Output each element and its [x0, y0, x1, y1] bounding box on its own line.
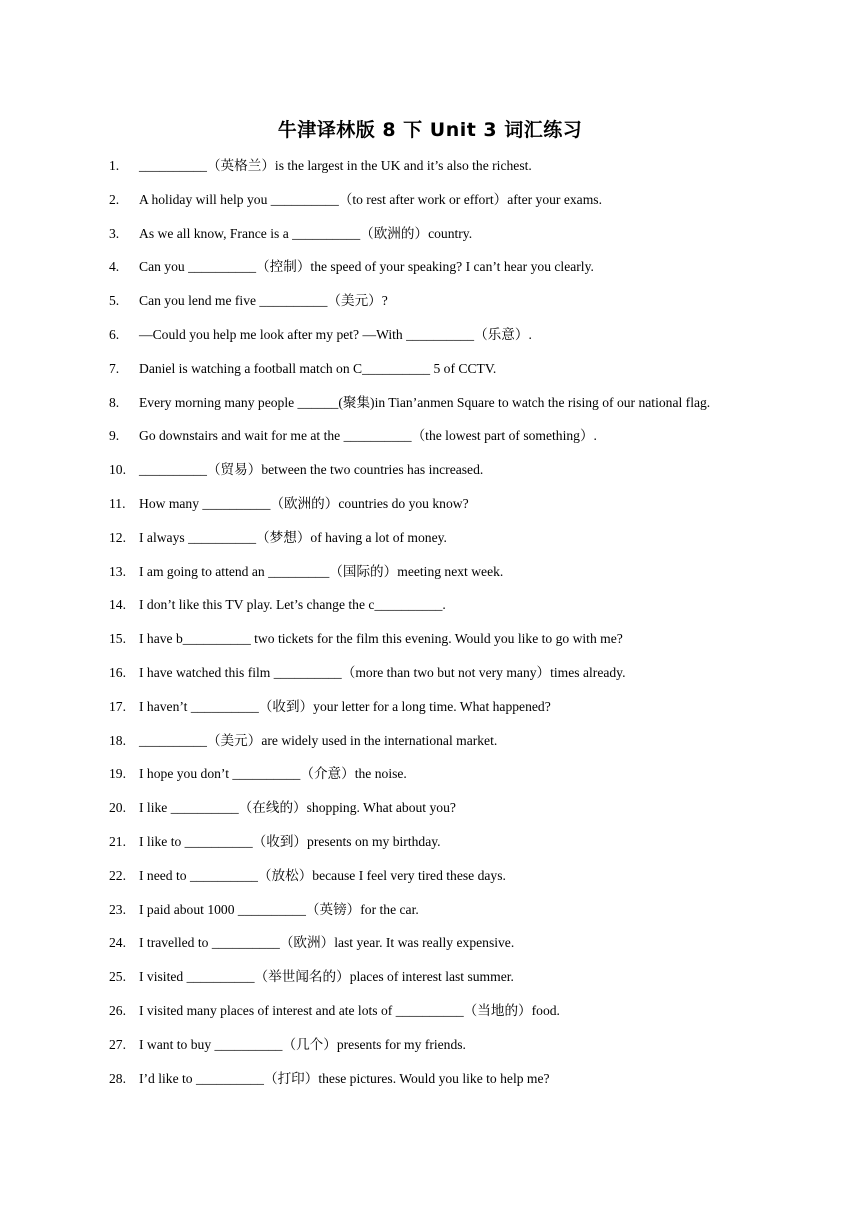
- exercise-text: —Could you help me look after my pet? —With __________（乐意）.: [139, 326, 532, 342]
- exercise-text: Can you lend me five __________（美元）?: [139, 293, 388, 309]
- exercise-number: 9.: [109, 428, 120, 444]
- exercise-item: [0, 662, 860, 696]
- exercise-number: 5.: [109, 293, 120, 309]
- exercise-text: I have watched this film __________（more than two but not very many）times already.: [139, 664, 626, 680]
- exercise-text: __________（贸易）between the two countries has increased.: [139, 462, 484, 478]
- exercise-item: [0, 324, 860, 358]
- exercise-item: [0, 831, 860, 865]
- exercise-item: [0, 223, 860, 257]
- exercise-item: [0, 696, 860, 730]
- exercise-number: 18.: [109, 732, 126, 748]
- exercise-text: Daniel is watching a football match on C__________ 5 of CCTV.: [139, 360, 497, 376]
- exercise-number: 8.: [109, 394, 120, 410]
- exercise-item: [0, 493, 860, 527]
- exercise-text: I like __________（在线的）shopping. What about you?: [139, 800, 456, 816]
- exercise-number: 11.: [109, 495, 126, 511]
- exercise-item: [0, 932, 860, 966]
- exercise-text: I don’t like this TV play. Let’s change the c__________.: [139, 597, 446, 613]
- exercise-item: [0, 763, 860, 797]
- exercise-text: __________（美元）are widely used in the international market.: [139, 732, 498, 748]
- exercise-item: [0, 730, 860, 764]
- exercise-text: A holiday will help you __________（to rest after work or effort）after your exams.: [139, 191, 602, 207]
- exercise-item: [0, 899, 860, 933]
- exercise-text: __________（英格兰）is the largest in the UK and it’s also the richest.: [139, 158, 532, 173]
- exercise-item: [0, 527, 860, 561]
- exercise-text: I visited __________（举世闻名的）places of interest last summer.: [139, 969, 514, 985]
- exercise-number: 23.: [109, 901, 126, 917]
- exercise-item: [0, 628, 860, 662]
- exercise-item: [0, 1000, 860, 1034]
- exercise-text: I haven’t __________（收到）your letter for a long time. What happened?: [139, 698, 551, 714]
- exercise-text: As we all know, France is a __________（欧洲的）country.: [139, 225, 473, 241]
- exercise-list: [0, 155, 860, 1101]
- exercise-text: Go downstairs and wait for me at the __________（the lowest part of something）.: [139, 428, 597, 444]
- exercise-number: 4.: [109, 259, 120, 275]
- exercise-text: How many __________（欧洲的）countries do you know?: [139, 495, 469, 511]
- exercise-text: I am going to attend an _________（国际的）meeting next week.: [139, 563, 504, 579]
- exercise-number: 17.: [109, 698, 126, 714]
- exercise-number: 1.: [109, 158, 120, 173]
- exercise-text: I like to __________（收到）presents on my birthday.: [139, 833, 441, 849]
- exercise-item: [0, 561, 860, 595]
- exercise-item: [0, 392, 860, 426]
- exercise-number: 6.: [109, 326, 120, 342]
- exercise-number: 25.: [109, 969, 126, 985]
- exercise-number: 26.: [109, 1002, 126, 1018]
- exercise-text: I always __________（梦想）of having a lot of money.: [139, 529, 447, 545]
- exercise-text: I want to buy __________（几个）presents for my friends.: [139, 1036, 466, 1052]
- exercise-number: 28.: [109, 1070, 126, 1086]
- exercise-text: I hope you don’t __________（介意）the noise.: [139, 766, 407, 782]
- exercise-text: I travelled to __________（欧洲）last year. It was really expensive.: [139, 935, 515, 951]
- exercise-number: 20.: [109, 800, 126, 816]
- exercise-number: 22.: [109, 867, 126, 883]
- exercise-item: [0, 256, 860, 290]
- exercise-number: 15.: [109, 631, 126, 647]
- exercise-item: [0, 1068, 860, 1102]
- exercise-item: [0, 966, 860, 1000]
- exercise-number: 10.: [109, 462, 126, 478]
- page-title: 牛津译林版 8 下 Unit 3 词汇练习: [277, 119, 583, 141]
- exercise-number: 27.: [109, 1036, 126, 1052]
- exercise-number: 14.: [109, 597, 126, 613]
- exercise-number: 7.: [109, 360, 120, 376]
- exercise-item: [0, 459, 860, 493]
- exercise-text: Can you __________（控制）the speed of your speaking? I can’t hear you clearly.: [139, 259, 594, 275]
- exercise-item: [0, 797, 860, 831]
- exercise-number: 21.: [109, 833, 126, 849]
- exercise-item: [0, 189, 860, 223]
- exercise-number: 3.: [109, 225, 120, 241]
- exercise-text: I paid about 1000 __________（英镑）for the car.: [139, 901, 419, 917]
- exercise-item: [0, 358, 860, 392]
- exercise-item: [0, 865, 860, 899]
- exercise-item: [0, 425, 860, 459]
- exercise-number: 24.: [109, 935, 126, 951]
- exercise-number: 19.: [109, 766, 126, 782]
- exercise-text: I need to __________（放松）because I feel very tired these days.: [139, 867, 506, 883]
- exercise-item: [0, 155, 860, 189]
- exercise-number: 12.: [109, 529, 126, 545]
- exercise-number: 2.: [109, 191, 120, 207]
- exercise-text: I visited many places of interest and ate lots of __________（当地的）food.: [139, 1002, 560, 1018]
- exercise-text: I have b__________ two tickets for the film this evening. Would you like to go with me?: [139, 631, 623, 647]
- exercise-item: [0, 290, 860, 324]
- exercise-number: 13.: [109, 563, 126, 579]
- exercise-number: 16.: [109, 664, 126, 680]
- exercise-text: I’d like to __________（打印）these pictures. Would you like to help me?: [139, 1070, 550, 1086]
- exercise-text: Every morning many people ______(聚集)in Tian’anmen Square to watch the rising of our national flag.: [139, 394, 711, 410]
- exercise-item: [0, 594, 860, 628]
- exercise-item: [0, 1034, 860, 1068]
